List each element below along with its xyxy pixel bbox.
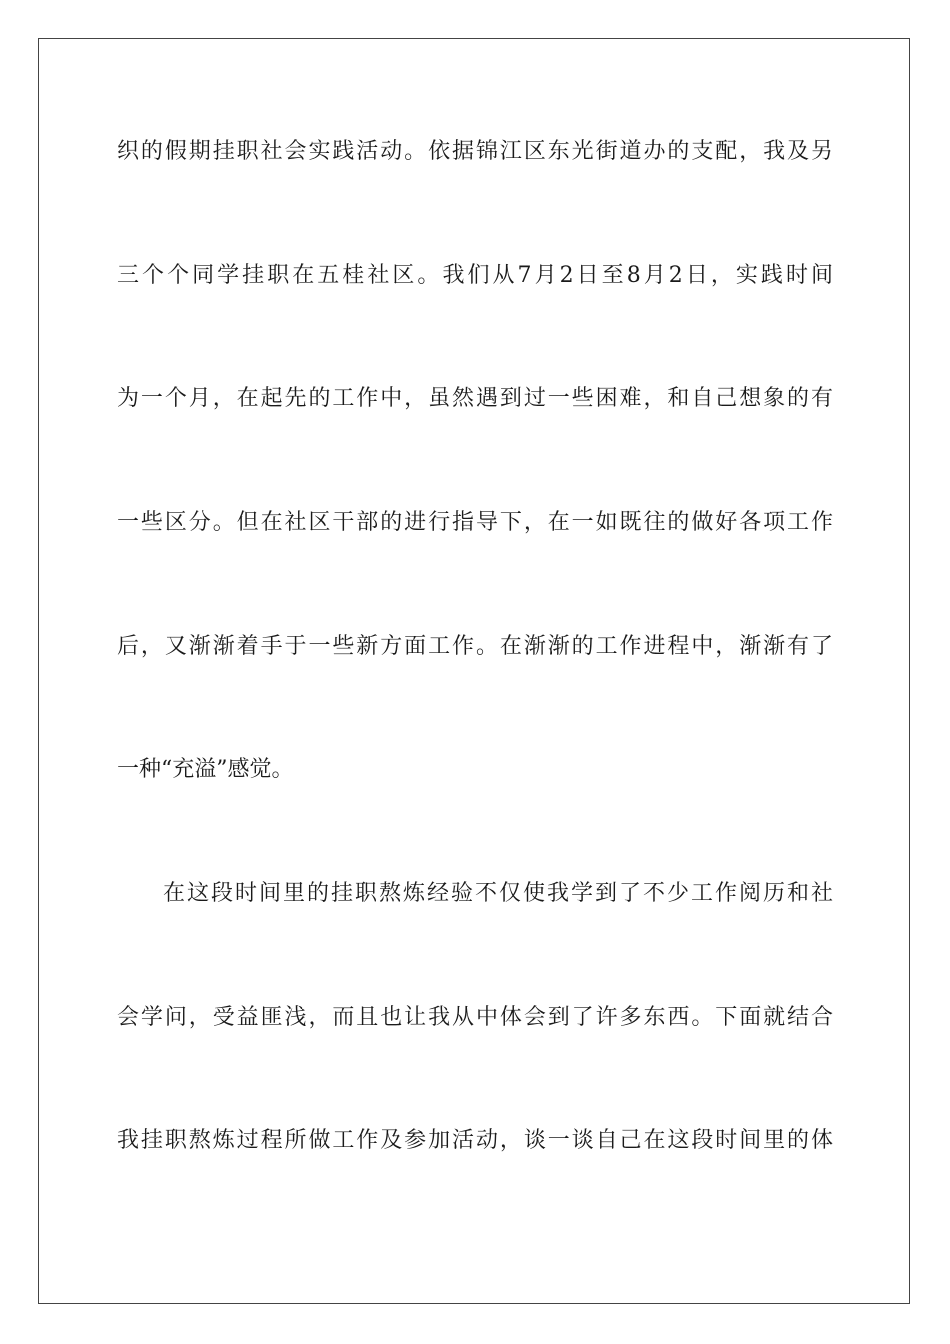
page-border xyxy=(38,38,910,1304)
text-line: 织的假期挂职社会实践活动。依据锦江区东光街道办的支配，我及另 xyxy=(117,139,833,164)
paragraph-first-line: 在这段时间里的挂职熬炼经验不仅使我学到了不少工作阅历和社 xyxy=(163,881,833,906)
text-line: 后，又渐渐着手于一些新方面工作。在渐渐的工作进程中，渐渐有了 xyxy=(117,634,833,659)
text-line: 会学问，受益匪浅，而且也让我从中体会到了许多东西。下面就结合 xyxy=(117,1005,833,1030)
text-line: 一种“充溢”感觉。 xyxy=(117,757,294,782)
text-line: 为一个月，在起先的工作中，虽然遇到过一些困难，和自己想象的有 xyxy=(117,386,833,411)
text-line: 我挂职熬炼过程所做工作及参加活动，谈一谈自己在这段时间里的体 xyxy=(117,1128,833,1153)
text-line: 一些区分。但在社区干部的进行指导下，在一如既往的做好各项工作 xyxy=(117,510,833,535)
text-line: 三个个同学挂职在五桂社区。我们从7月2日至8月2日，实践时间 xyxy=(117,263,833,288)
